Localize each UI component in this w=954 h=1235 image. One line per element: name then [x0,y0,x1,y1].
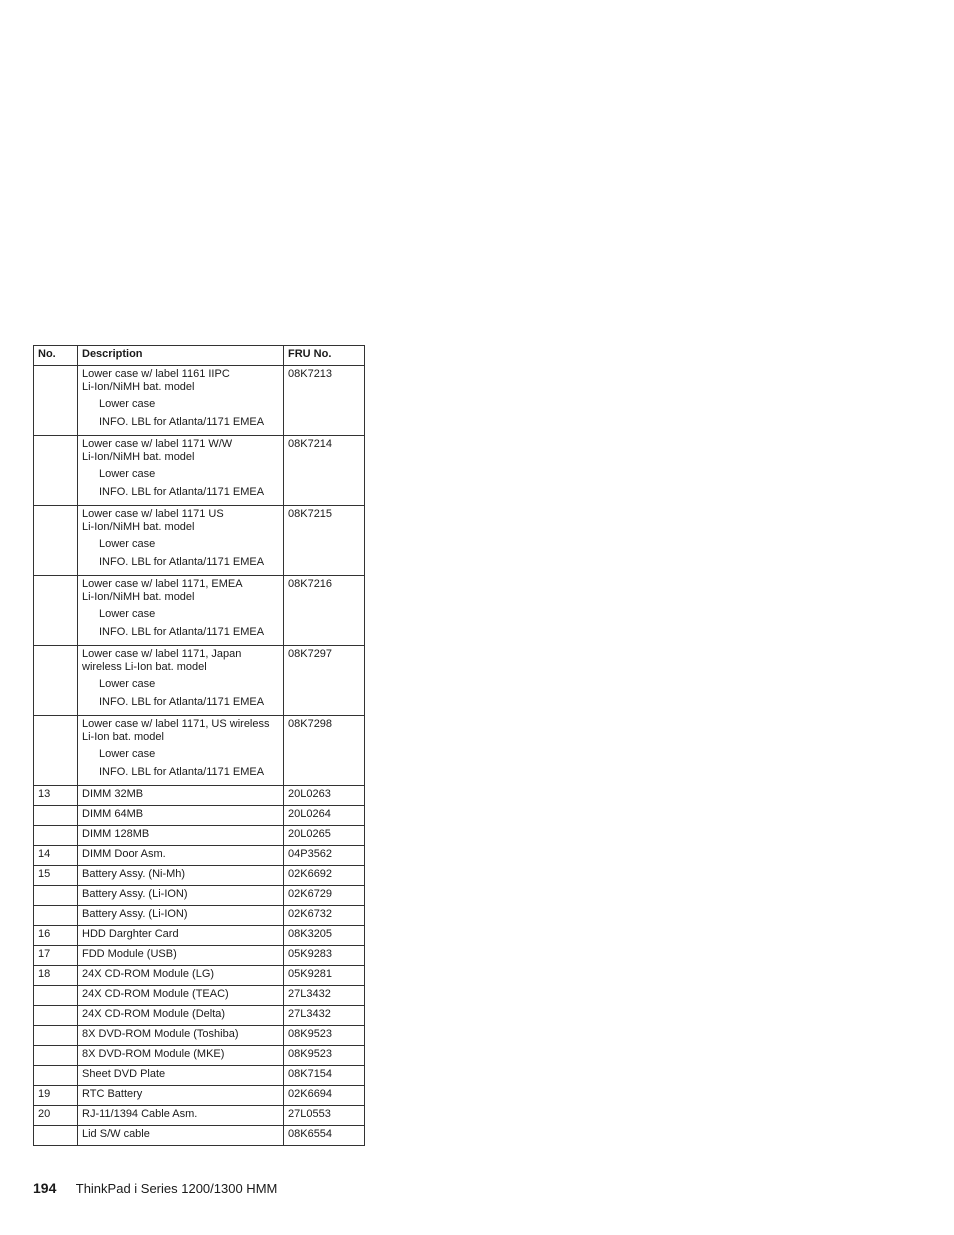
cell-description: DIMM Door Asm. [78,846,284,866]
table-row [34,806,365,826]
table-row [34,946,365,966]
cell-fru: 27L0553 [284,1106,365,1126]
table-row [34,966,365,986]
table-row [34,1006,365,1026]
sub-item-line: Lower case [99,398,156,410]
cell-fru: 08K7298 [284,716,365,786]
sub-item-line: Lower case [99,748,156,760]
cell-description [78,506,284,576]
description-line: Li-Ion/NiMH bat. model [82,591,195,603]
table-row [34,436,365,506]
sub-item-line: Lower case [99,608,156,620]
cell-no [34,366,78,436]
cell-no: 15 [34,866,78,886]
cell-description: 24X CD-ROM Module (Delta) [78,1006,284,1026]
cell-description: Battery Assy. (Ni-Mh) [78,866,284,886]
cell-description: DIMM 32MB [78,786,284,806]
cell-description: RTC Battery [78,1086,284,1106]
cell-no: 16 [34,926,78,946]
cell-fru: 08K7297 [284,646,365,716]
cell-fru: 02K6732 [284,906,365,926]
table-row [34,366,365,436]
cell-no: 14 [34,846,78,866]
table-row [34,576,365,646]
parts-table [33,345,365,1146]
cell-fru: 02K6729 [284,886,365,906]
cell-description: DIMM 128MB [78,826,284,846]
cell-no [34,1126,78,1146]
table-row [34,1046,365,1066]
cell-description: 8X DVD-ROM Module (MKE) [78,1046,284,1066]
cell-fru: 08K9523 [284,1026,365,1046]
cell-fru: 02K6692 [284,866,365,886]
cell-no [34,646,78,716]
header-description: Description [78,346,284,366]
cell-fru: 20L0265 [284,826,365,846]
page-footer [33,1180,277,1196]
document-title: ThinkPad i Series 1200/1300 HMM [75,1181,278,1196]
cell-fru: 20L0263 [284,786,365,806]
table-header-row [34,346,365,366]
table-row [34,986,365,1006]
table-body [34,366,365,1146]
cell-description [78,646,284,716]
cell-description: Lid S/W cable [78,1126,284,1146]
cell-no [34,806,78,826]
table-row [34,906,365,926]
table-row [34,1126,365,1146]
cell-fru: 04P3562 [284,846,365,866]
cell-no [34,1046,78,1066]
header-fru: FRU No. [284,346,365,366]
cell-fru: 05K9283 [284,946,365,966]
description-line: Li-Ion bat. model [82,731,164,743]
sub-item-line: INFO. LBL for Atlanta/1171 EMEA [99,556,265,568]
cell-no [34,886,78,906]
table-row [34,1086,365,1106]
table-row [34,866,365,886]
cell-description: RJ-11/1394 Cable Asm. [78,1106,284,1126]
cell-description: 24X CD-ROM Module (LG) [78,966,284,986]
cell-no: 17 [34,946,78,966]
description-line: Li-Ion/NiMH bat. model [82,451,195,463]
cell-fru: 08K3205 [284,926,365,946]
cell-description: 8X DVD-ROM Module (Toshiba) [78,1026,284,1046]
cell-fru: 08K7215 [284,506,365,576]
cell-no [34,1006,78,1026]
table-row [34,646,365,716]
sub-item-line: INFO. LBL for Atlanta/1171 EMEA [99,626,265,638]
description-line: Lower case w/ label 1161 IIPC [82,368,230,380]
cell-description [78,716,284,786]
sub-item-line: INFO. LBL for Atlanta/1171 EMEA [99,486,265,498]
cell-description: DIMM 64MB [78,806,284,826]
cell-fru: 08K7213 [284,366,365,436]
header-no: No. [34,346,78,366]
table-row [34,886,365,906]
cell-fru: 08K7154 [284,1066,365,1086]
table-row [34,1066,365,1086]
cell-fru: 08K6554 [284,1126,365,1146]
cell-no: 18 [34,966,78,986]
cell-fru: 05K9281 [284,966,365,986]
cell-fru: 27L3432 [284,1006,365,1026]
cell-fru: 08K9523 [284,1046,365,1066]
table-row [34,1026,365,1046]
cell-no [34,826,78,846]
table-row [34,506,365,576]
sub-item-line: INFO. LBL for Atlanta/1171 EMEA [99,696,265,708]
sub-item-line: Lower case [99,538,156,550]
cell-no [34,1026,78,1046]
cell-fru: 08K7216 [284,576,365,646]
table-row [34,786,365,806]
cell-fru: 08K7214 [284,436,365,506]
cell-description: FDD Module (USB) [78,946,284,966]
description-line: Lower case w/ label 1171 W/W [82,438,233,450]
cell-fru: 20L0264 [284,806,365,826]
description-line: wireless Li-Ion bat. model [82,661,207,673]
table-row [34,846,365,866]
sub-item-line: INFO. LBL for Atlanta/1171 EMEA [99,766,265,778]
table-row [34,1106,365,1126]
sub-item-line: INFO. LBL for Atlanta/1171 EMEA [99,416,265,428]
cell-no [34,716,78,786]
cell-description: Battery Assy. (Li-ION) [78,886,284,906]
cell-fru: 27L3432 [284,986,365,1006]
description-line: Li-Ion/NiMH bat. model [82,381,195,393]
cell-no [34,576,78,646]
cell-no [34,986,78,1006]
cell-description: 24X CD-ROM Module (TEAC) [78,986,284,1006]
cell-no: 13 [34,786,78,806]
description-line: Lower case w/ label 1171 US [82,508,224,520]
description-line: Lower case w/ label 1171, Japan [82,648,242,660]
page-number: 194 [33,1180,57,1196]
cell-description: HDD Darghter Card [78,926,284,946]
cell-no: 19 [34,1086,78,1106]
table-row [34,826,365,846]
description-line: Lower case w/ label 1171, US wireless [82,718,270,730]
cell-no [34,906,78,926]
description-line: Li-Ion/NiMH bat. model [82,521,195,533]
cell-description: Battery Assy. (Li-ION) [78,906,284,926]
cell-description: Sheet DVD Plate [78,1066,284,1086]
sub-item-line: Lower case [99,678,156,690]
cell-fru: 02K6694 [284,1086,365,1106]
cell-description [78,366,284,436]
cell-no [34,1066,78,1086]
cell-no: 20 [34,1106,78,1126]
cell-description [78,576,284,646]
description-line: Lower case w/ label 1171, EMEA [82,578,243,590]
sub-item-line: Lower case [99,468,156,480]
table-row [34,926,365,946]
table-row [34,716,365,786]
cell-no [34,436,78,506]
cell-no [34,506,78,576]
cell-description [78,436,284,506]
